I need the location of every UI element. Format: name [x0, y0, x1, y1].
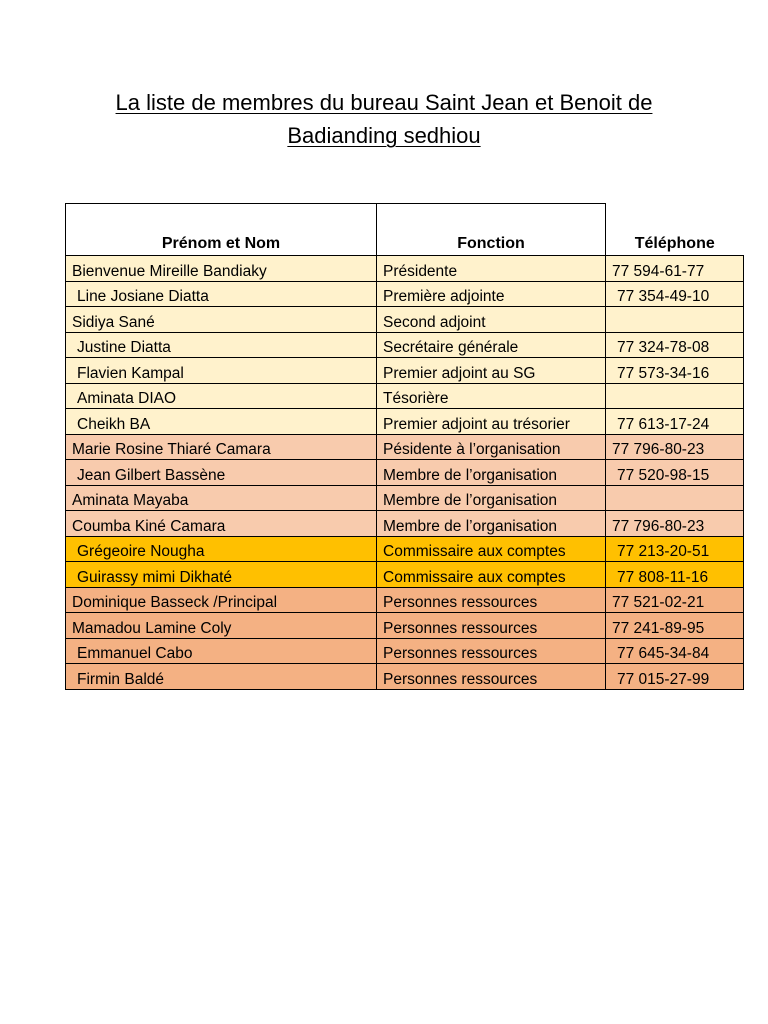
document-title-line-1: La liste de membres du bureau Saint Jean et Benoit de: [115, 90, 653, 115]
member-fonction-cell: Tésorière: [377, 383, 606, 409]
member-fonction-cell: Personnes ressources: [377, 587, 606, 613]
member-name-cell: Line Josiane Diatta: [66, 281, 377, 307]
member-name-cell: Justine Diatta: [66, 332, 377, 358]
column-header-telephone: Téléphone: [606, 204, 744, 256]
member-telephone-cell: 77 594-61-77: [606, 256, 744, 282]
member-fonction-cell: Commissaire aux comptes: [377, 562, 606, 588]
member-fonction-cell: Premier adjoint au trésorier: [377, 409, 606, 435]
document-title-line-2: Badianding sedhiou: [287, 123, 481, 148]
members-table-body: [66, 256, 744, 690]
member-fonction-cell: Commissaire aux comptes: [377, 536, 606, 562]
table-row: [66, 358, 744, 384]
table-row: [66, 409, 744, 435]
table-row: [66, 281, 744, 307]
member-telephone-cell: 77 645-34-84: [606, 638, 744, 664]
member-fonction-cell: Première adjointe: [377, 281, 606, 307]
member-name-cell: Jean Gilbert Bassène: [66, 460, 377, 486]
member-fonction-cell: Pésidente à l’organisation: [377, 434, 606, 460]
member-name-cell: Coumba Kiné Camara: [66, 511, 377, 537]
member-telephone-cell: 77 520-98-15: [606, 460, 744, 486]
member-name-cell: Firmin Baldé: [66, 664, 377, 690]
table-row: [66, 332, 744, 358]
member-name-cell: Flavien Kampal: [66, 358, 377, 384]
member-name-cell: Sidiya Sané: [66, 307, 377, 333]
member-fonction-cell: Personnes ressources: [377, 638, 606, 664]
table-row: [66, 307, 744, 333]
member-telephone-cell: 77 521-02-21: [606, 587, 744, 613]
column-header-name: Prénom et Nom: [66, 204, 377, 256]
member-name-cell: Aminata Mayaba: [66, 485, 377, 511]
table-row: [66, 256, 744, 282]
member-telephone-cell: 77 796-80-23: [606, 511, 744, 537]
member-fonction-cell: Premier adjoint au SG: [377, 358, 606, 384]
member-fonction-cell: Présidente: [377, 256, 606, 282]
table-row: [66, 638, 744, 664]
member-telephone-cell: 77 324-78-08: [606, 332, 744, 358]
member-name-cell: Cheikh BA: [66, 409, 377, 435]
member-name-cell: Aminata DIAO: [66, 383, 377, 409]
member-telephone-cell: 77 796-80-23: [606, 434, 744, 460]
table-row: [66, 536, 744, 562]
member-telephone-cell: 77 213-20-51: [606, 536, 744, 562]
member-telephone-cell: 77 573-34-16: [606, 358, 744, 384]
member-name-cell: Marie Rosine Thiaré Camara: [66, 434, 377, 460]
member-name-cell: Emmanuel Cabo: [66, 638, 377, 664]
member-fonction-cell: Membre de l’organisation: [377, 511, 606, 537]
table-row: [66, 460, 744, 486]
member-fonction-cell: Personnes ressources: [377, 613, 606, 639]
member-telephone-cell: 77 354-49-10: [606, 281, 744, 307]
member-telephone-cell: 77 613-17-24: [606, 409, 744, 435]
header-row: [66, 204, 744, 256]
member-name-cell: Guirassy mimi Dikhaté: [66, 562, 377, 588]
table-row: [66, 485, 744, 511]
table-row: [66, 562, 744, 588]
column-header-fonction: Fonction: [377, 204, 606, 256]
member-fonction-cell: Membre de l’organisation: [377, 460, 606, 486]
members-table-header: [66, 204, 744, 256]
document-title: [80, 86, 688, 152]
table-row: [66, 664, 744, 690]
table-row: [66, 587, 744, 613]
member-fonction-cell: Secrétaire générale: [377, 332, 606, 358]
member-fonction-cell: Membre de l’organisation: [377, 485, 606, 511]
member-name-cell: Mamadou Lamine Coly: [66, 613, 377, 639]
table-row: [66, 383, 744, 409]
member-telephone-cell: [606, 383, 744, 409]
member-telephone-cell: [606, 307, 744, 333]
member-telephone-cell: 77 808-11-16: [606, 562, 744, 588]
member-name-cell: Dominique Basseck /Principal: [66, 587, 377, 613]
member-telephone-cell: 77 241-89-95: [606, 613, 744, 639]
table-row: [66, 613, 744, 639]
member-name-cell: Bienvenue Mireille Bandiaky: [66, 256, 377, 282]
table-row: [66, 434, 744, 460]
member-fonction-cell: Second adjoint: [377, 307, 606, 333]
member-telephone-cell: [606, 485, 744, 511]
member-fonction-cell: Personnes ressources: [377, 664, 606, 690]
member-telephone-cell: 77 015-27-99: [606, 664, 744, 690]
members-table: [65, 203, 744, 690]
member-name-cell: Grégeoire Nougha: [66, 536, 377, 562]
table-row: [66, 511, 744, 537]
